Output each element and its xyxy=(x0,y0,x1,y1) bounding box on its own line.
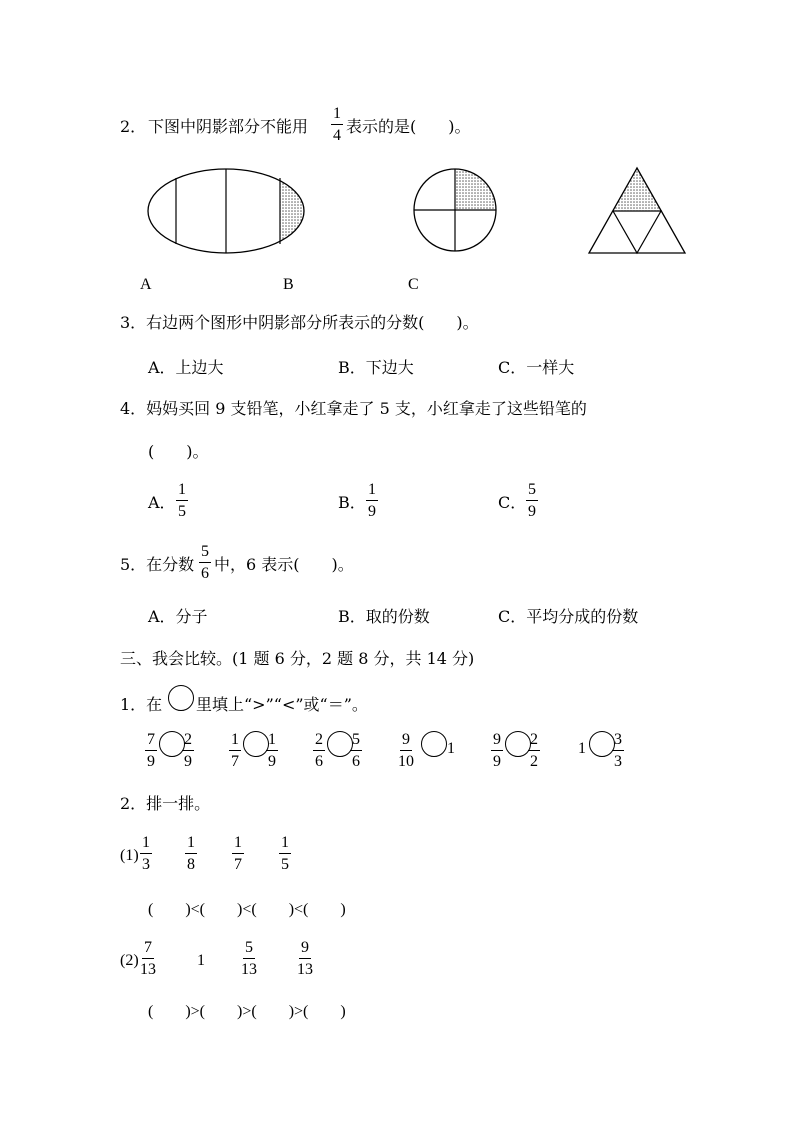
pair6-right-fraction xyxy=(612,732,624,770)
s3q2-text: 2．排一排。 xyxy=(120,794,211,813)
frac-den: 9 xyxy=(268,753,276,770)
frac-den: 3 xyxy=(614,753,622,770)
pair3-right-fraction xyxy=(350,732,362,770)
frac-den: 9 xyxy=(184,753,192,770)
frac-num: 1 xyxy=(279,835,291,854)
frac-den: 13 xyxy=(140,961,156,978)
q5-fraction xyxy=(199,544,211,582)
p2-fraction-1 xyxy=(140,940,156,978)
frac-num: 7 xyxy=(142,940,154,959)
q2-frac-den: 4 xyxy=(333,127,341,144)
frac-num: 7 xyxy=(145,732,157,751)
p1-fraction-3 xyxy=(232,835,244,873)
q4-option-b-fraction xyxy=(366,482,378,520)
figure-a-ellipse xyxy=(148,160,320,260)
figure-b-circle xyxy=(414,169,496,251)
frac-num: 9 xyxy=(400,732,412,751)
p1-answer-blanks[interactable]: ( )<( )<( )<( ) xyxy=(148,901,346,918)
s3q1-text-b: 里填上“>”“<”或“＝”。 xyxy=(196,695,368,714)
frac-den: 6 xyxy=(315,753,323,770)
p2-fraction-3 xyxy=(297,940,313,978)
frac-num: 2 xyxy=(182,732,194,751)
figure-c-triangle xyxy=(589,168,685,253)
q4-line2: ( )。 xyxy=(148,442,209,461)
q2-number: 2． xyxy=(120,117,147,136)
frac-num: 3 xyxy=(612,732,624,751)
frac-num: 9 xyxy=(491,732,503,751)
q5-option-c: C．平均分成的份数 xyxy=(498,607,639,626)
frac-num: 2 xyxy=(313,732,325,751)
frac-num: 1 xyxy=(232,835,244,854)
q3-text: 3．右边两个图形中阴影部分所表示的分数( )。 xyxy=(120,313,479,332)
q3-option-c: C．一样大 xyxy=(498,358,575,377)
pair6-left-whole: 1 xyxy=(578,740,586,757)
frac-den: 13 xyxy=(241,961,257,978)
p1-fraction-2 xyxy=(185,835,197,873)
q4-option-a-fraction xyxy=(176,482,188,520)
frac-den: 2 xyxy=(530,753,538,770)
frac-num: 1 xyxy=(176,482,188,501)
p2-fraction-2 xyxy=(241,940,257,978)
frac-den: 9 xyxy=(493,753,501,770)
frac-num: 5 xyxy=(243,940,255,959)
pair2-right-fraction xyxy=(266,732,278,770)
section3-title: 三、我会比较。(1 题 6 分，2 题 8 分，共 14 分) xyxy=(120,649,475,668)
frac-den: 6 xyxy=(201,565,209,582)
frac-den: 13 xyxy=(297,961,313,978)
frac-num: 5 xyxy=(350,732,362,751)
q3-option-b: B．下边大 xyxy=(338,358,414,377)
frac-den: 7 xyxy=(234,856,242,873)
q3-option-a: A．上边大 xyxy=(148,358,224,377)
frac-num: 1 xyxy=(366,482,378,501)
q4-option-b-label: B． xyxy=(338,493,366,512)
frac-den: 5 xyxy=(281,856,289,873)
q2-frac-num: 1 xyxy=(331,106,343,125)
pair3-left-fraction xyxy=(313,732,325,770)
q4-option-c-fraction xyxy=(526,482,538,520)
pair4-right-whole: 1 xyxy=(447,740,455,757)
s3q2-p2-label: (2) xyxy=(120,952,139,969)
frac-num: 1 xyxy=(229,732,241,751)
q5-text-a: 5．在分数 xyxy=(120,555,195,574)
frac-den: 10 xyxy=(398,753,414,770)
pair5-left-fraction xyxy=(491,732,503,770)
frac-den: 8 xyxy=(187,856,195,873)
q2-text-b: 表示的是( )。 xyxy=(346,117,471,136)
frac-num: 1 xyxy=(266,732,278,751)
frac-den: 7 xyxy=(231,753,239,770)
frac-num: 9 xyxy=(299,940,311,959)
frac-num: 2 xyxy=(528,732,540,751)
figure-label-c: C xyxy=(408,276,419,293)
pair4-compare-circle[interactable] xyxy=(421,731,447,757)
compare-circle-icon xyxy=(168,685,194,711)
frac-den: 9 xyxy=(147,753,155,770)
pair5-right-fraction xyxy=(528,732,540,770)
figure-label-b: B xyxy=(283,276,294,293)
pair4-left-fraction xyxy=(398,732,414,770)
pair2-left-fraction xyxy=(229,732,241,770)
frac-den: 6 xyxy=(352,753,360,770)
frac-den: 5 xyxy=(178,503,186,520)
q2-figures xyxy=(0,0,794,300)
frac-num: 5 xyxy=(199,544,211,563)
q5-option-a: A．分子 xyxy=(148,607,208,626)
q2-text-a: 下图中阴影部分不能用 xyxy=(148,117,309,136)
figure-label-a: A xyxy=(140,276,152,293)
s3q1-text-a: 1．在 xyxy=(120,695,163,714)
q4-option-c-label: C． xyxy=(498,493,527,512)
q5-option-b: B．取的份数 xyxy=(338,607,430,626)
p2-answer-blanks[interactable]: ( )>( )>( )>( ) xyxy=(148,1003,346,1020)
q4-option-a-label: A． xyxy=(148,493,176,512)
frac-num: 1 xyxy=(140,835,152,854)
p1-fraction-4 xyxy=(279,835,291,873)
q4-line1: 4．妈妈买回 9 支铅笔，小红拿走了 5 支，小红拿走了这些铅笔的 xyxy=(120,399,587,418)
frac-den: 9 xyxy=(528,503,536,520)
frac-num: 5 xyxy=(526,482,538,501)
s3q2-p1-label: (1) xyxy=(120,847,139,864)
pair1-right-fraction xyxy=(182,732,194,770)
frac-den: 9 xyxy=(368,503,376,520)
frac-num: 1 xyxy=(185,835,197,854)
p2-whole-one: 1 xyxy=(197,952,205,969)
pair1-left-fraction xyxy=(145,732,157,770)
frac-den: 3 xyxy=(142,856,150,873)
p1-fraction-1 xyxy=(140,835,152,873)
q5-text-b: 中，6 表示( )。 xyxy=(214,555,354,574)
